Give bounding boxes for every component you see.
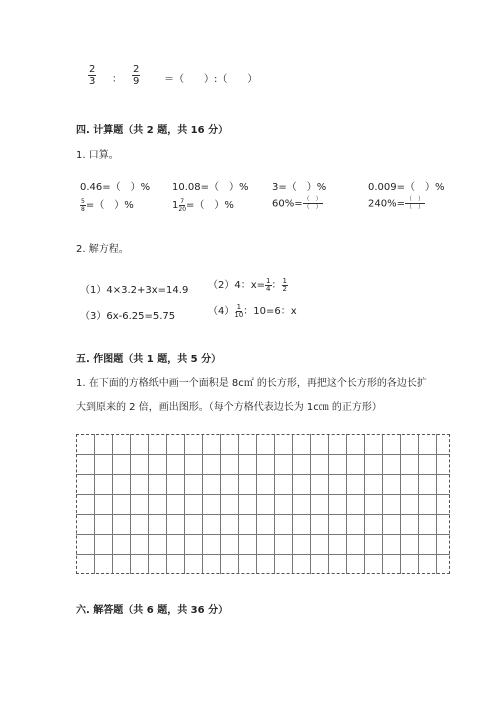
fraction-denominator: （ ） [303, 204, 322, 211]
equation-text: ：10=6：x [243, 306, 297, 317]
ratio-fraction-left [88, 64, 96, 87]
equation-label: 2. 解方程。 [76, 244, 129, 255]
fraction-numerator: 1 [236, 302, 242, 311]
section6-heading: 六. 解答题（共 6 题，共 36 分） [76, 605, 229, 616]
fraction-numerator: 1 [266, 276, 271, 285]
oral-calc-item: 10.08=（ ）% [172, 182, 249, 193]
fraction-denominator: 8 [81, 205, 85, 213]
fraction [234, 304, 243, 319]
fraction-denominator: 9 [133, 76, 140, 87]
drawing-question-line2: 大到原来的 2 倍，画出图形。（每个方格代表边长为 1c㎝ 的正方形） [76, 402, 382, 413]
fraction [405, 196, 425, 211]
oral-calc-item [368, 196, 425, 211]
fraction-numerator: （ ） [303, 196, 322, 203]
fraction-numerator: 1 [282, 276, 287, 285]
equation-text: （4） [208, 306, 235, 317]
fraction-numerator: 5 [81, 197, 85, 205]
equation-text: 60%= [272, 198, 303, 210]
fraction-denominator: 3 [89, 76, 96, 87]
oral-calc-item: 0.46=（ ）% [80, 182, 151, 193]
section5-heading: 五. 作图题（共 1 题，共 5 分） [76, 354, 222, 365]
oral-calc-item: 0.009=（ ）% [368, 182, 445, 193]
fraction-numerator: 2 [133, 64, 140, 75]
equation-text: 240%= [368, 198, 405, 210]
equation-text: ： [271, 280, 282, 291]
grid-paper [76, 434, 450, 574]
mixed-number-whole: 1 [172, 200, 179, 211]
fraction-denominator: 2 [282, 284, 287, 293]
equation-item: （1）4×3.2+3x=14.9 [80, 285, 189, 296]
fraction [282, 278, 288, 293]
oral-calc-item: 3=（ ）% [272, 182, 327, 193]
fraction-denominator: 20 [178, 205, 187, 213]
drawing-question-line1: 1. 在下面的方格纸中画一个面积是 8c㎡ 的长方形，再把这个长方形的各边长扩 [76, 378, 427, 389]
equation-text: =（ ）% [85, 200, 134, 211]
ratio-colon: ： [112, 74, 122, 85]
fraction-numerator: 2 [89, 64, 96, 75]
fraction-denominator: （ ） [405, 204, 424, 211]
equation-text: （2）4：x= [208, 280, 266, 291]
ratio-fraction-right [132, 64, 140, 87]
fraction-numerator: （ ） [405, 196, 424, 203]
oral-calc-item [272, 196, 323, 211]
fraction [178, 198, 186, 213]
oral-calc-item [80, 196, 134, 213]
fraction-denominator: 4 [266, 284, 271, 293]
equation-item: （3）6x-6.25=5.75 [80, 311, 176, 322]
ratio-answer-blank: ＝（ ）:（ ） [164, 74, 258, 85]
equation-item [208, 302, 297, 319]
equation-text: =（ ）% [186, 200, 234, 211]
oral-calc-label: 1. 口算。 [76, 150, 119, 161]
equation-item [208, 276, 288, 293]
fraction-numerator: 7 [180, 197, 185, 205]
fraction-denominator: 10 [234, 310, 244, 319]
fraction [303, 196, 323, 211]
section4-heading: 四. 计算题（共 2 题，共 16 分） [76, 125, 229, 136]
oral-calc-item [172, 196, 234, 213]
